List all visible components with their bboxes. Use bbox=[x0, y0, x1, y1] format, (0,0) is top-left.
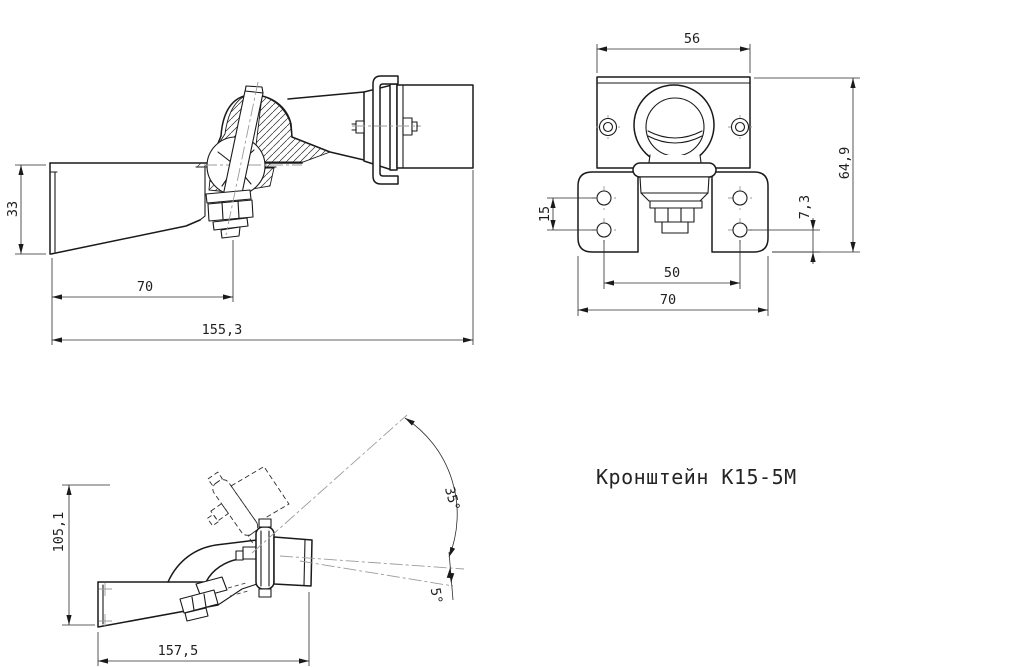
dim-height-33 bbox=[5, 165, 46, 254]
dim-label-15: 15 bbox=[537, 205, 553, 223]
dim-label-50: 50 bbox=[663, 265, 681, 281]
dim-label-70: 70 bbox=[136, 279, 154, 295]
tilt-view bbox=[51, 415, 464, 666]
tilt-arc-35 bbox=[404, 416, 463, 558]
mount-plate bbox=[390, 84, 397, 170]
dim-label-7-3: 7,3 bbox=[797, 194, 813, 220]
device-mount-lower bbox=[236, 519, 312, 597]
dim-height-105-1 bbox=[51, 485, 110, 625]
dim-label-157-5: 157,5 bbox=[157, 643, 199, 659]
dim-label-64-9: 64,9 bbox=[837, 146, 853, 180]
clamp-foot bbox=[180, 577, 248, 621]
clip-collar bbox=[633, 163, 716, 177]
part-title: Кронштейн К15-5М bbox=[596, 465, 797, 489]
dim-length-155-3 bbox=[52, 170, 473, 345]
dim-label-105-1: 105,1 bbox=[51, 511, 67, 553]
tilt-arc-5 bbox=[427, 552, 455, 605]
base-bracket-left-wing bbox=[578, 172, 638, 252]
side-view bbox=[5, 76, 473, 345]
dim-label-56: 56 bbox=[683, 31, 701, 47]
connector bbox=[403, 118, 412, 135]
dim-label-155-3: 155,3 bbox=[201, 322, 243, 338]
hex-nut-front bbox=[655, 208, 694, 222]
device-body-side bbox=[274, 537, 312, 586]
dim-top-width-56 bbox=[597, 31, 750, 73]
dim-height-64-9 bbox=[754, 78, 860, 252]
dim-label-35deg: 35° bbox=[440, 485, 463, 513]
dim-label-5deg: 5° bbox=[426, 586, 446, 606]
dim-label-33: 33 bbox=[5, 200, 21, 218]
dim-label-base-70: 70 bbox=[659, 292, 677, 308]
flange-bolt-head bbox=[356, 121, 364, 133]
front-view bbox=[537, 31, 860, 316]
device-mount bbox=[352, 76, 473, 184]
